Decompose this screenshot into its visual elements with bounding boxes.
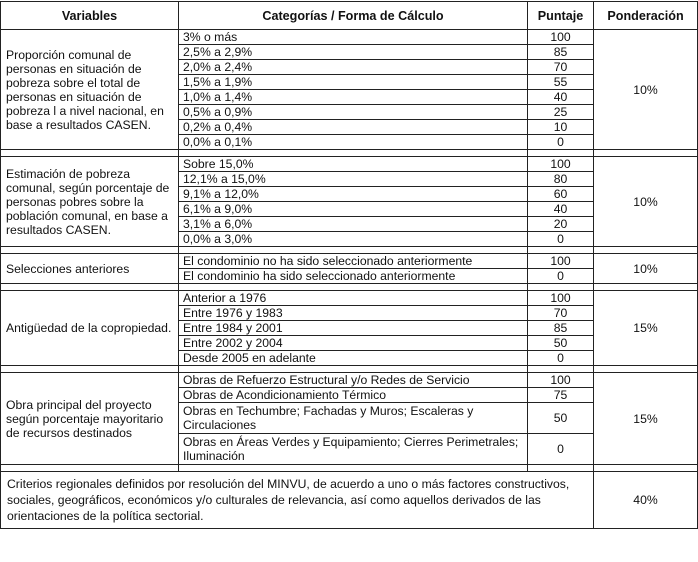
score-cell: 50 bbox=[528, 403, 594, 434]
header-puntaje: Puntaje bbox=[528, 2, 594, 30]
variable-cell: Proporción comunal de personas en situación de pobreza sobre el total de personas en situación de pobreza l a nivel nacional, en base a resultados CASEN. bbox=[1, 30, 179, 150]
group-separator bbox=[1, 465, 698, 472]
group-antiguedad bbox=[1, 291, 698, 366]
variable-cell: Obra principal del proyecto según porcentaje mayoritario de recursos destinados bbox=[1, 373, 179, 465]
group-separator bbox=[1, 366, 698, 373]
group-pobreza-estimacion bbox=[1, 157, 698, 247]
category-cell: 2,5% a 2,9% bbox=[179, 45, 528, 60]
category-cell: 3% o más bbox=[179, 30, 528, 45]
score-cell: 100 bbox=[528, 157, 594, 172]
score-cell: 85 bbox=[528, 45, 594, 60]
table-row bbox=[1, 472, 698, 529]
score-cell: 10 bbox=[528, 120, 594, 135]
category-cell: 0,0% a 3,0% bbox=[179, 232, 528, 247]
weight-cell: 15% bbox=[594, 373, 698, 465]
score-cell: 0 bbox=[528, 135, 594, 150]
group-obra-principal bbox=[1, 373, 698, 465]
category-cell: 3,1% a 6,0% bbox=[179, 217, 528, 232]
category-cell: Anterior a 1976 bbox=[179, 291, 528, 306]
category-cell: Obras en Áreas Verdes y Equipamiento; Cierres Perimetrales; Iluminación bbox=[179, 434, 528, 465]
category-cell: Entre 1976 y 1983 bbox=[179, 306, 528, 321]
group-separator bbox=[1, 284, 698, 291]
weight-cell: 10% bbox=[594, 254, 698, 284]
group-selecciones bbox=[1, 254, 698, 284]
score-cell: 50 bbox=[528, 336, 594, 351]
scoring-criteria-table bbox=[0, 1, 698, 529]
category-cell: Entre 2002 y 2004 bbox=[179, 336, 528, 351]
category-cell: 1,0% a 1,4% bbox=[179, 90, 528, 105]
category-cell: Obras de Acondicionamiento Térmico bbox=[179, 388, 528, 403]
category-cell: 0,2% a 0,4% bbox=[179, 120, 528, 135]
score-cell: 40 bbox=[528, 90, 594, 105]
score-cell: 60 bbox=[528, 187, 594, 202]
footer-weight-cell: 40% bbox=[594, 472, 698, 529]
variable-cell: Estimación de pobreza comunal, según porcentaje de personas pobres sobre la población comunal, en base a resultados CASEN. bbox=[1, 157, 179, 247]
category-cell: Obras en Techumbre; Fachadas y Muros; Escaleras y Circulaciones bbox=[179, 403, 528, 434]
table-row bbox=[1, 291, 698, 306]
category-cell: 9,1% a 12,0% bbox=[179, 187, 528, 202]
table-row bbox=[1, 30, 698, 45]
group-separator bbox=[1, 150, 698, 157]
score-cell: 75 bbox=[528, 388, 594, 403]
header-row bbox=[1, 2, 698, 30]
header-variables: Variables bbox=[1, 2, 179, 30]
group-criterios-regionales bbox=[1, 472, 698, 529]
score-cell: 100 bbox=[528, 254, 594, 269]
score-cell: 70 bbox=[528, 306, 594, 321]
variable-cell: Selecciones anteriores bbox=[1, 254, 179, 284]
score-cell: 80 bbox=[528, 172, 594, 187]
table-row bbox=[1, 373, 698, 388]
weight-cell: 10% bbox=[594, 157, 698, 247]
score-cell: 40 bbox=[528, 202, 594, 217]
score-cell: 100 bbox=[528, 291, 594, 306]
table-row bbox=[1, 254, 698, 269]
score-cell: 0 bbox=[528, 232, 594, 247]
score-cell: 70 bbox=[528, 60, 594, 75]
score-cell: 100 bbox=[528, 373, 594, 388]
category-cell: Entre 1984 y 2001 bbox=[179, 321, 528, 336]
group-pobreza-proporcion bbox=[1, 30, 698, 150]
score-cell: 0 bbox=[528, 269, 594, 284]
score-cell: 0 bbox=[528, 351, 594, 366]
footer-criteria-text: Criterios regionales definidos por resolución del MINVU, de acuerdo a uno o más factores constructivos, sociales, geográficos, económicos y/o culturales de relevancia, así como aquellos derivados de las orientaciones de la política sectorial. bbox=[1, 472, 594, 529]
category-cell: Desde 2005 en adelante bbox=[179, 351, 528, 366]
weight-cell: 10% bbox=[594, 30, 698, 150]
category-cell: Obras de Refuerzo Estructural y/o Redes de Servicio bbox=[179, 373, 528, 388]
variable-cell: Antigüedad de la copropiedad. bbox=[1, 291, 179, 366]
score-cell: 0 bbox=[528, 434, 594, 465]
header-ponderacion: Ponderación bbox=[594, 2, 698, 30]
score-cell: 25 bbox=[528, 105, 594, 120]
category-cell: El condominio ha sido seleccionado anteriormente bbox=[179, 269, 528, 284]
group-separator bbox=[1, 247, 698, 254]
table-row bbox=[1, 157, 698, 172]
category-cell: 0,0% a 0,1% bbox=[179, 135, 528, 150]
category-cell: Sobre 15,0% bbox=[179, 157, 528, 172]
header-categorias: Categorías / Forma de Cálculo bbox=[179, 2, 528, 30]
category-cell: 6,1% a 9,0% bbox=[179, 202, 528, 217]
category-cell: 12,1% a 15,0% bbox=[179, 172, 528, 187]
score-cell: 85 bbox=[528, 321, 594, 336]
score-cell: 100 bbox=[528, 30, 594, 45]
category-cell: 1,5% a 1,9% bbox=[179, 75, 528, 90]
score-cell: 20 bbox=[528, 217, 594, 232]
category-cell: 0,5% a 0,9% bbox=[179, 105, 528, 120]
weight-cell: 15% bbox=[594, 291, 698, 366]
score-cell: 55 bbox=[528, 75, 594, 90]
category-cell: El condominio no ha sido seleccionado anteriormente bbox=[179, 254, 528, 269]
category-cell: 2,0% a 2,4% bbox=[179, 60, 528, 75]
